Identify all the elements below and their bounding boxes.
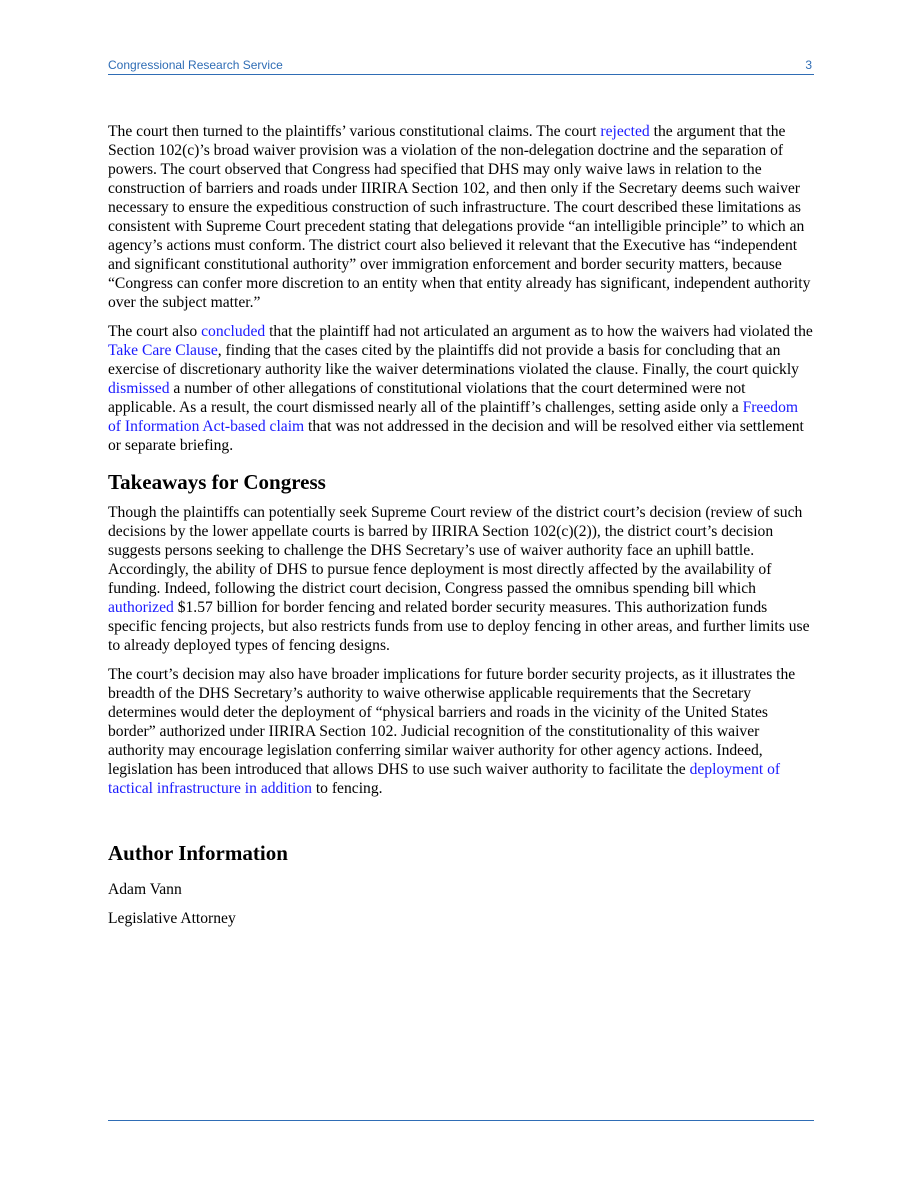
text-run: a number of other allegations of constitutional violations that the court determined were not applicable. As a result, the court dismissed nearly all of the plaintiff’s challenges, setting aside only a bbox=[108, 380, 746, 416]
footer-divider bbox=[108, 1120, 814, 1121]
paragraph-takeaways-funding bbox=[108, 503, 814, 655]
text-run: The court’s decision may also have broader implications for future border security projects, as it illustrates the breadth of the DHS Secretary’s authority to waive otherwise applicable requirements that the Secretary determines would deter the deployment of “physical barriers and roads in the vicinity of the United States border” authorized under IIRIRA Section 102. Judicial recognition of the constitutionality of this waiver authority may encourage legislation conferring similar waiver authority for other agency actions. Indeed, legislation has been introduced that allows DHS to use such waiver authority to facilitate the bbox=[108, 666, 796, 778]
paragraph-constitutional-claims bbox=[108, 122, 814, 312]
link-dismissed[interactable]: dismissed bbox=[108, 380, 170, 397]
text-run: $1.57 billion for border fencing and related border security measures. This authorization funds specific fencing projects, but also restricts funds from use to deploy fencing in other areas, and further limits use to already deployed types of fencing designs. bbox=[108, 599, 810, 654]
text-run: The court also bbox=[108, 323, 202, 340]
header-page-number: 3 bbox=[805, 58, 812, 72]
text-run: that was not addressed in the decision and will be resolved either via settlement or separate briefing. bbox=[108, 418, 804, 454]
text-run: , finding that the cases cited by the plaintiffs did not provide a basis for concluding that an exercise of discretionary authority like the waiver determinations violated the clause. Finally, the court quickly bbox=[108, 342, 799, 378]
document-body bbox=[108, 122, 814, 938]
page-header bbox=[108, 58, 814, 75]
paragraph-take-care-clause bbox=[108, 322, 814, 455]
text-run: The court then turned to the plaintiffs’ various constitutional claims. The court bbox=[108, 123, 601, 140]
text-run: to fencing. bbox=[311, 780, 383, 797]
text-run: the argument that the Section 102(c)’s broad waiver provision was a violation of the non-delegation doctrine and the separation of powers. The court observed that Congress had specified that DHS may only waive laws in relation to the construction of barriers and roads under IIRIRA Section 102, and then only if the Secretary deems such waiver necessary to ensure the expeditious construction of such infrastructure. The court described these limitations as consistent with Supreme Court precedent stating that delegations provide “an intelligible principle” to which an agency’s actions must conform. The district court also believed it relevant that the Executive has “independent and significant constitutional authority” over immigration enforcement and border security matters, because “Congress can confer more discretion to an entity when that entity already has significant, independent authority over the subject matter.” bbox=[108, 123, 811, 311]
section-heading-author: Author Information bbox=[108, 841, 288, 865]
section-heading-takeaways: Takeaways for Congress bbox=[108, 470, 326, 494]
paragraph-broader-implications bbox=[108, 665, 814, 798]
author-name: Adam Vann bbox=[108, 881, 182, 898]
link-tactical-infrastructure[interactable]: deployment of tactical infrastructure in addition bbox=[108, 761, 781, 797]
text-run: that the plaintiff had not articulated an argument as to how the waivers had violated the bbox=[265, 323, 813, 340]
header-publisher: Congressional Research Service bbox=[108, 58, 283, 72]
link-rejected[interactable]: rejected bbox=[600, 123, 650, 140]
link-take-care-clause[interactable]: Take Care Clause bbox=[108, 342, 218, 359]
link-authorized[interactable]: authorized bbox=[108, 599, 174, 616]
text-run: Though the plaintiffs can potentially seek Supreme Court review of the district court’s decision (review of such decisions by the lower appellate courts is barred by IIRIRA Section 102(c)(2)), the district court’s decision suggests persons seeking to challenge the DHS Secretary’s use of waiver authority face an uphill battle. Accordingly, the ability of DHS to pursue fence deployment is most directly affected by the availability of funding. Indeed, following the district court decision, Congress passed the omnibus spending bill which bbox=[108, 504, 803, 597]
author-title: Legislative Attorney bbox=[108, 910, 236, 927]
link-foia-claim[interactable]: Freedom of Information Act-based claim bbox=[108, 399, 798, 435]
link-concluded[interactable]: concluded bbox=[201, 323, 266, 340]
